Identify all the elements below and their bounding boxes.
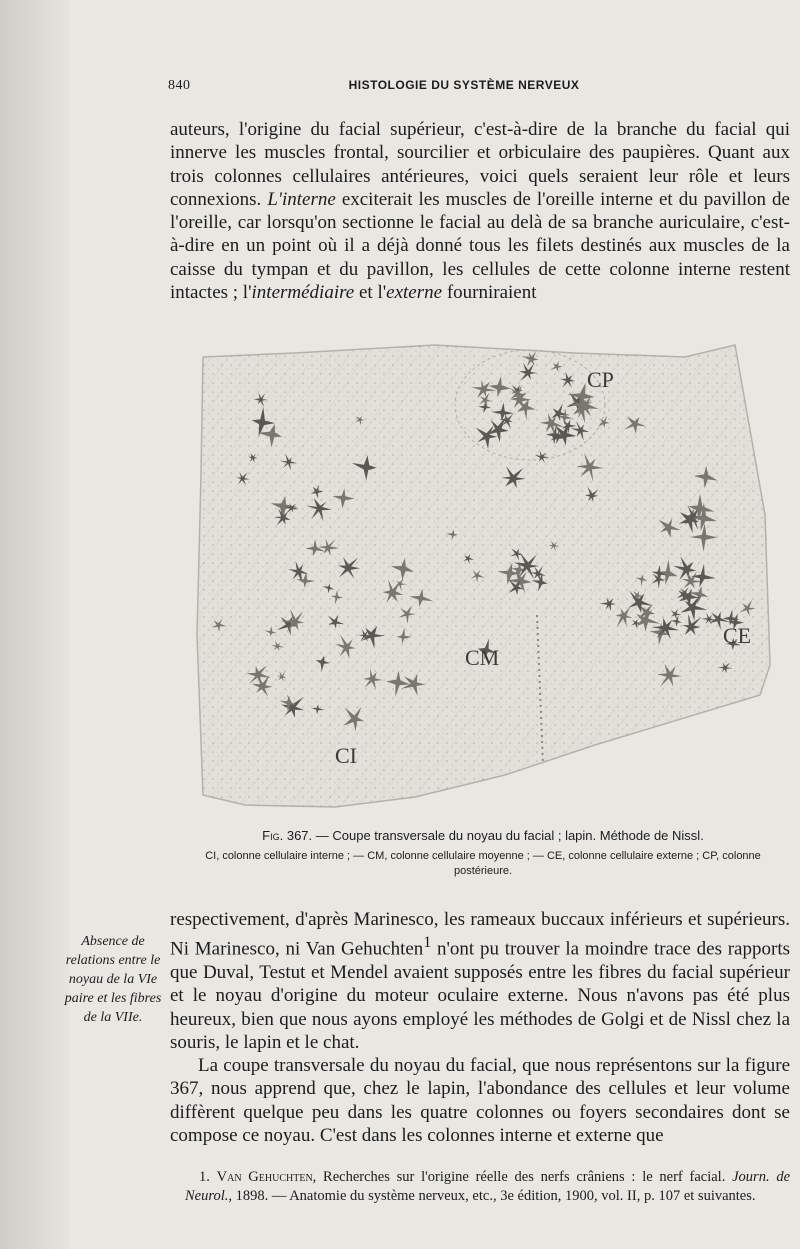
top-paragraph [170,118,790,304]
caption-text: — Coupe transversale du noyau du facial ; lapin. Méthode de Nissl. [312,828,704,843]
text-run: auteurs, l'origine du facial supérieur, c'est-à-dire de la branche du facial qui innerve les muscles frontal, sourcilier et orbiculaire des paupières. Quant aux trois colonnes cellulaires antérieures, voici quels seraient leur rôle et leurs connexions. [170,119,790,210]
footnote-author: Van Gehuchten [216,1169,313,1185]
bottom-paragraphs [170,908,790,1147]
label-cm: CM [465,645,500,670]
running-title: HISTOLOGIE DU SYSTÈME NERVEUX [348,78,580,92]
page-edge-shadow [0,0,70,1249]
text-run: , Recherches sur l'origine réelle des nerfs crâniens : le nerf facial. [312,1169,733,1185]
footnote-journal: Journ. de Neurol. [185,1169,791,1204]
text-run: fourniraient [446,282,537,304]
page-number: 840 [168,78,191,93]
text-run: respectivement, d'après Marinesco, les rameaux buccaux inférieurs et supérieurs. Ni Marinesco, ni Van Gehuchten [170,909,790,960]
micrograph-image [175,335,775,815]
label-cp: CP [587,367,614,392]
margin-note: Absence de relations entre le noyau de la VIe paire et les fibres de la VIIe. [64,934,162,1025]
emphasis-intermediaire: intermédiaire [251,282,355,304]
caption-legend: CI, colonne cellulaire interne ; — CM, colonne cellulaire moyenne ; — CE, colonne cellulaire externe ; CP, colonne postérieure. [205,850,761,877]
text-run: n'ont pu trouver la moindre trace des rapports que Duval, Testut et Mendel avaient supposés entre les fibres du facial supérieur et le noyau d'origine du moteur oculaire externe. Nous n'avons pas été plus heureux, bien que nous ayons employé les méthodes de Golgi et de Nissl chez la souris, le lapin et le chat. [170,938,790,1053]
paragraph-text: La coupe transversale du noyau du facial, que nous représentons sur la figure 367, nous apprend que, chez le lapin, l'abondance des cellules et leur volume diffèrent quelque peu dans les quatre colonnes ou foyers secondaires dont se compose ce noyau. C'est dans les colonnes interne et externe que [170,1055,790,1146]
paragraph-text [170,118,790,304]
figure-367-micrograph [175,335,775,815]
label-ce: CE [723,623,752,648]
text-run: , 1898. — Anatomie du système nerveux, etc., 3e édition, 1900, vol. II, p. 107 et suivantes. [228,1187,756,1204]
figure-caption [178,828,788,879]
text-run: et l' [354,282,387,304]
footnote-number: 1. [199,1169,217,1185]
footnote-text [185,1168,790,1205]
paragraph-text [170,908,790,1054]
footnote [185,1168,790,1205]
text-run: exciterait les muscles de l'oreille interne et du pavillon de l'oreille, car lorsqu'on sectionne le facial au delà de sa branche auriculaire, c'est-à-dire en un point où il a déjà donné tous les filets destinés aux muscles de la caisse du tympan et du pavillon, les cellules de cette colonne interne restent intactes ; l' [170,188,790,304]
emphasis-interne: L'interne [267,188,336,210]
caption-title [178,828,788,843]
emphasis-externe: externe [386,282,443,304]
footnote-ref: 1 [423,934,432,952]
label-ci: CI [335,743,357,768]
figure-number: Fig. 367. [262,828,313,843]
